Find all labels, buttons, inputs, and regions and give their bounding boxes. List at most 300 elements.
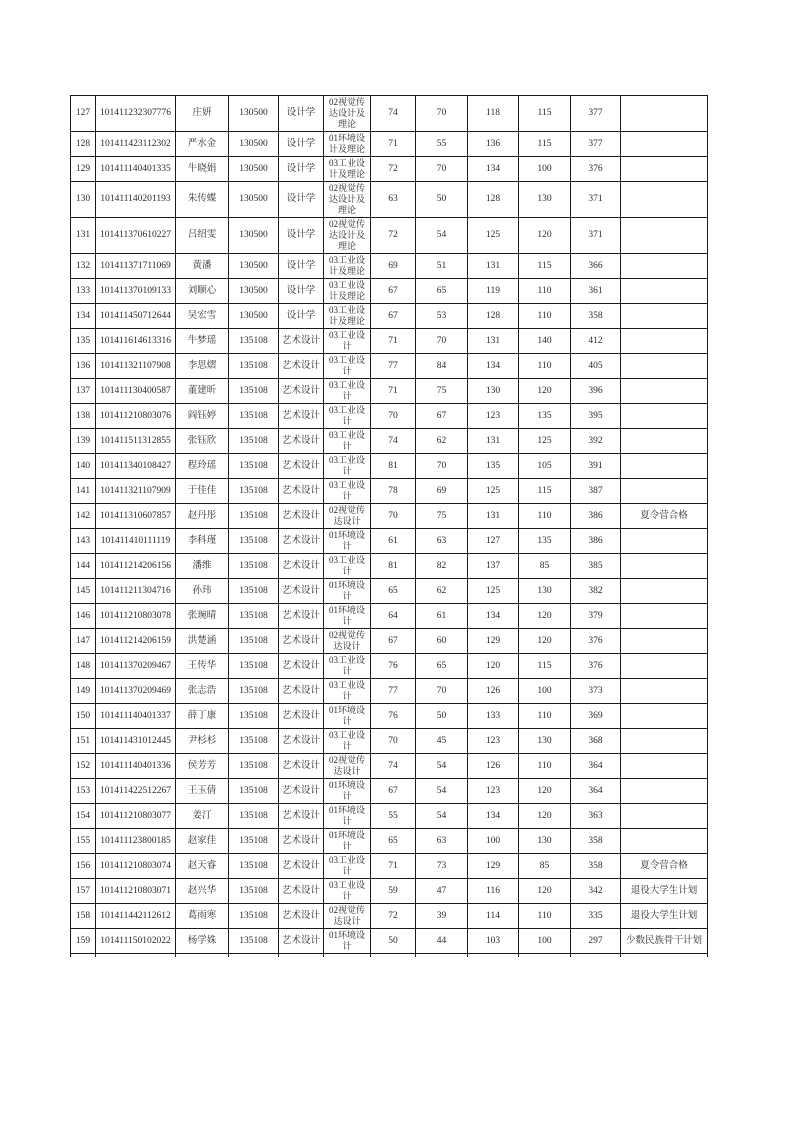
cell-candidate-id: 101411140401336 xyxy=(96,754,176,779)
cell-research-direction: 03工业设计 xyxy=(324,879,371,904)
cell-major-code: 135108 xyxy=(229,479,279,504)
cell-row-number: 130 xyxy=(71,182,96,218)
cell-major-code: 135108 xyxy=(229,579,279,604)
cell-score-2: 75 xyxy=(416,379,468,404)
cell-remark: 夏令营合格 xyxy=(621,504,708,529)
cell-major-name: 艺术设计 xyxy=(279,779,324,804)
cell-remark xyxy=(621,96,708,132)
stub-cell xyxy=(324,954,371,958)
cell-candidate-id: 101411370209469 xyxy=(96,679,176,704)
cell-score-1: 78 xyxy=(371,479,416,504)
table-row xyxy=(71,929,708,954)
cell-candidate-id: 101411123800185 xyxy=(96,829,176,854)
cell-major-name: 艺术设计 xyxy=(279,679,324,704)
cell-total-score: 376 xyxy=(571,157,621,182)
cell-score-3: 134 xyxy=(468,804,519,829)
cell-row-number: 133 xyxy=(71,279,96,304)
cell-score-2: 65 xyxy=(416,279,468,304)
table-row xyxy=(71,554,708,579)
cell-candidate-id: 101411140201193 xyxy=(96,182,176,218)
cell-name: 王传华 xyxy=(176,654,229,679)
cell-score-3: 126 xyxy=(468,754,519,779)
cell-remark xyxy=(621,304,708,329)
cell-major-name: 艺术设计 xyxy=(279,754,324,779)
cell-score-1: 71 xyxy=(371,329,416,354)
cell-research-direction: 03工业设计 xyxy=(324,404,371,429)
stub-cell xyxy=(571,954,621,958)
cell-score-1: 81 xyxy=(371,454,416,479)
cell-score-2: 62 xyxy=(416,579,468,604)
cell-candidate-id: 101411210803071 xyxy=(96,879,176,904)
cell-major-code: 135108 xyxy=(229,879,279,904)
cell-score-4: 100 xyxy=(519,929,571,954)
cell-remark xyxy=(621,329,708,354)
cell-major-name: 艺术设计 xyxy=(279,804,324,829)
cell-candidate-id: 101411211304716 xyxy=(96,579,176,604)
cell-name: 董建昕 xyxy=(176,379,229,404)
cell-major-code: 130500 xyxy=(229,96,279,132)
cell-remark xyxy=(621,604,708,629)
cell-score-4: 120 xyxy=(519,779,571,804)
cell-score-3: 123 xyxy=(468,729,519,754)
cell-score-2: 63 xyxy=(416,529,468,554)
cell-candidate-id: 101411321107908 xyxy=(96,354,176,379)
cell-row-number: 153 xyxy=(71,779,96,804)
cell-score-3: 118 xyxy=(468,96,519,132)
cell-score-4: 110 xyxy=(519,279,571,304)
table-row xyxy=(71,629,708,654)
cell-major-name: 艺术设计 xyxy=(279,379,324,404)
cell-candidate-id: 101411614613316 xyxy=(96,329,176,354)
cell-major-name: 设计学 xyxy=(279,96,324,132)
table-row xyxy=(71,96,708,132)
cell-candidate-id: 101411150102022 xyxy=(96,929,176,954)
table-row xyxy=(71,132,708,157)
cell-score-2: 70 xyxy=(416,96,468,132)
cell-score-4: 85 xyxy=(519,554,571,579)
cell-score-1: 71 xyxy=(371,379,416,404)
cell-score-3: 120 xyxy=(468,654,519,679)
cell-remark xyxy=(621,804,708,829)
cell-row-number: 141 xyxy=(71,479,96,504)
cell-total-score: 363 xyxy=(571,804,621,829)
cell-score-2: 70 xyxy=(416,157,468,182)
cell-score-2: 70 xyxy=(416,454,468,479)
cell-research-direction: 03工业设计 xyxy=(324,429,371,454)
cell-name: 薛丁康 xyxy=(176,704,229,729)
cell-score-1: 69 xyxy=(371,254,416,279)
cell-score-2: 54 xyxy=(416,779,468,804)
cell-score-1: 67 xyxy=(371,304,416,329)
cell-candidate-id: 101411214206159 xyxy=(96,629,176,654)
cell-research-direction: 02视觉传达设计及理论 xyxy=(324,218,371,254)
cell-research-direction: 03工业设计及理论 xyxy=(324,304,371,329)
cell-row-number: 143 xyxy=(71,529,96,554)
cell-total-score: 369 xyxy=(571,704,621,729)
cell-total-score: 358 xyxy=(571,829,621,854)
cell-score-2: 75 xyxy=(416,504,468,529)
cell-score-4: 130 xyxy=(519,729,571,754)
cell-score-4: 100 xyxy=(519,157,571,182)
cell-major-code: 135108 xyxy=(229,929,279,954)
cell-candidate-id: 101411410111119 xyxy=(96,529,176,554)
cell-name: 尹杉杉 xyxy=(176,729,229,754)
cell-score-3: 129 xyxy=(468,854,519,879)
table-row xyxy=(71,529,708,554)
cell-row-number: 145 xyxy=(71,579,96,604)
cell-major-code: 135108 xyxy=(229,404,279,429)
cell-major-code: 135108 xyxy=(229,504,279,529)
cell-row-number: 152 xyxy=(71,754,96,779)
cell-row-number: 149 xyxy=(71,679,96,704)
cell-score-3: 125 xyxy=(468,579,519,604)
cell-row-number: 142 xyxy=(71,504,96,529)
cell-total-score: 376 xyxy=(571,629,621,654)
table-row xyxy=(71,182,708,218)
cell-score-4: 135 xyxy=(519,529,571,554)
cell-score-3: 131 xyxy=(468,504,519,529)
cell-name: 李思熠 xyxy=(176,354,229,379)
cell-remark xyxy=(621,132,708,157)
cell-score-3: 123 xyxy=(468,404,519,429)
cell-candidate-id: 101411140401335 xyxy=(96,157,176,182)
cell-major-name: 设计学 xyxy=(279,304,324,329)
cell-score-2: 63 xyxy=(416,829,468,854)
cell-remark xyxy=(621,729,708,754)
cell-score-4: 110 xyxy=(519,754,571,779)
cell-score-2: 61 xyxy=(416,604,468,629)
cell-row-number: 158 xyxy=(71,904,96,929)
cell-row-number: 147 xyxy=(71,629,96,654)
cell-remark xyxy=(621,654,708,679)
cell-score-3: 133 xyxy=(468,704,519,729)
cell-remark xyxy=(621,404,708,429)
cell-research-direction: 03工业设计 xyxy=(324,679,371,704)
cell-score-2: 84 xyxy=(416,354,468,379)
cell-research-direction: 01环境设计 xyxy=(324,829,371,854)
cell-major-name: 设计学 xyxy=(279,182,324,218)
cell-major-code: 135108 xyxy=(229,604,279,629)
table-row xyxy=(71,354,708,379)
cell-score-1: 70 xyxy=(371,729,416,754)
cell-score-1: 50 xyxy=(371,929,416,954)
cell-major-code: 135108 xyxy=(229,529,279,554)
cell-research-direction: 03工业设计 xyxy=(324,729,371,754)
cell-candidate-id: 101411370109133 xyxy=(96,279,176,304)
cell-research-direction: 03工业设计 xyxy=(324,329,371,354)
cell-major-code: 135108 xyxy=(229,329,279,354)
cell-major-code: 135108 xyxy=(229,379,279,404)
cell-remark xyxy=(621,279,708,304)
cell-total-score: 335 xyxy=(571,904,621,929)
cell-score-2: 51 xyxy=(416,254,468,279)
cell-candidate-id: 101411321107909 xyxy=(96,479,176,504)
cell-major-name: 艺术设计 xyxy=(279,929,324,954)
cell-candidate-id: 101411370610227 xyxy=(96,218,176,254)
cell-name: 阎钰婷 xyxy=(176,404,229,429)
cell-research-direction: 01环境设计 xyxy=(324,779,371,804)
cell-name: 黄潘 xyxy=(176,254,229,279)
cell-score-1: 67 xyxy=(371,629,416,654)
table-row xyxy=(71,429,708,454)
cell-remark xyxy=(621,829,708,854)
cell-remark xyxy=(621,529,708,554)
cell-candidate-id: 101411422512267 xyxy=(96,779,176,804)
cell-total-score: 366 xyxy=(571,254,621,279)
cell-score-4: 115 xyxy=(519,479,571,504)
cell-score-4: 85 xyxy=(519,854,571,879)
cell-score-2: 70 xyxy=(416,679,468,704)
cell-score-4: 130 xyxy=(519,182,571,218)
cell-research-direction: 02视觉传达设计 xyxy=(324,754,371,779)
cell-score-1: 74 xyxy=(371,429,416,454)
cell-score-2: 62 xyxy=(416,429,468,454)
cell-research-direction: 02视觉传达设计 xyxy=(324,504,371,529)
table-row xyxy=(71,679,708,704)
cell-candidate-id: 101411511312855 xyxy=(96,429,176,454)
cell-score-1: 74 xyxy=(371,96,416,132)
cell-score-3: 100 xyxy=(468,829,519,854)
cell-score-2: 39 xyxy=(416,904,468,929)
cell-name: 吕绍雯 xyxy=(176,218,229,254)
cell-name: 严水金 xyxy=(176,132,229,157)
cell-candidate-id: 101411210803078 xyxy=(96,604,176,629)
cell-name: 张志浩 xyxy=(176,679,229,704)
cell-score-2: 67 xyxy=(416,404,468,429)
cell-major-code: 135108 xyxy=(229,804,279,829)
cell-research-direction: 03工业设计及理论 xyxy=(324,157,371,182)
cell-score-1: 65 xyxy=(371,579,416,604)
cell-name: 赵兴华 xyxy=(176,879,229,904)
cell-name: 王玉倩 xyxy=(176,779,229,804)
cell-score-3: 130 xyxy=(468,379,519,404)
cell-total-score: 358 xyxy=(571,854,621,879)
cell-major-name: 艺术设计 xyxy=(279,479,324,504)
cell-score-3: 119 xyxy=(468,279,519,304)
cell-score-4: 125 xyxy=(519,429,571,454)
cell-total-score: 373 xyxy=(571,679,621,704)
cell-name: 赵家佳 xyxy=(176,829,229,854)
cell-score-3: 127 xyxy=(468,529,519,554)
table-row xyxy=(71,379,708,404)
cell-score-1: 76 xyxy=(371,654,416,679)
cell-candidate-id: 101411340108427 xyxy=(96,454,176,479)
table-row xyxy=(71,804,708,829)
cell-score-3: 116 xyxy=(468,879,519,904)
cell-score-2: 53 xyxy=(416,304,468,329)
cell-total-score: 379 xyxy=(571,604,621,629)
table-row xyxy=(71,454,708,479)
cell-score-3: 125 xyxy=(468,479,519,504)
cell-row-number: 127 xyxy=(71,96,96,132)
cell-score-4: 115 xyxy=(519,654,571,679)
cell-score-1: 59 xyxy=(371,879,416,904)
cell-score-4: 110 xyxy=(519,704,571,729)
cell-score-1: 72 xyxy=(371,218,416,254)
cell-score-4: 130 xyxy=(519,829,571,854)
cell-remark xyxy=(621,429,708,454)
cell-score-4: 115 xyxy=(519,96,571,132)
cell-name: 庄妍 xyxy=(176,96,229,132)
cell-score-3: 137 xyxy=(468,554,519,579)
table-row xyxy=(71,729,708,754)
cell-score-1: 81 xyxy=(371,554,416,579)
cell-total-score: 392 xyxy=(571,429,621,454)
cell-score-3: 136 xyxy=(468,132,519,157)
cell-score-2: 54 xyxy=(416,754,468,779)
cell-name: 于佳佳 xyxy=(176,479,229,504)
cell-major-name: 艺术设计 xyxy=(279,629,324,654)
cell-remark xyxy=(621,704,708,729)
cell-research-direction: 03工业设计 xyxy=(324,354,371,379)
stub-cell xyxy=(229,954,279,958)
cell-score-4: 110 xyxy=(519,904,571,929)
cell-name: 牛晓娟 xyxy=(176,157,229,182)
cell-major-code: 135108 xyxy=(229,754,279,779)
cell-row-number: 140 xyxy=(71,454,96,479)
cell-remark xyxy=(621,629,708,654)
cell-major-code: 130500 xyxy=(229,132,279,157)
cell-major-code: 135108 xyxy=(229,679,279,704)
cell-candidate-id: 101411210803077 xyxy=(96,804,176,829)
cell-total-score: 385 xyxy=(571,554,621,579)
cell-row-number: 129 xyxy=(71,157,96,182)
cell-remark: 退役大学生计划 xyxy=(621,879,708,904)
cell-score-3: 103 xyxy=(468,929,519,954)
cell-major-name: 艺术设计 xyxy=(279,704,324,729)
cell-row-number: 134 xyxy=(71,304,96,329)
cell-name: 赵天睿 xyxy=(176,854,229,879)
cell-total-score: 377 xyxy=(571,132,621,157)
cell-total-score: 364 xyxy=(571,754,621,779)
stub-cell xyxy=(279,954,324,958)
cell-major-name: 艺术设计 xyxy=(279,879,324,904)
cell-row-number: 137 xyxy=(71,379,96,404)
cell-remark xyxy=(621,679,708,704)
cell-row-number: 148 xyxy=(71,654,96,679)
stub-cell xyxy=(71,954,96,958)
cell-score-2: 60 xyxy=(416,629,468,654)
cell-score-4: 115 xyxy=(519,254,571,279)
cell-score-4: 110 xyxy=(519,304,571,329)
cell-research-direction: 03工业设计 xyxy=(324,379,371,404)
cell-candidate-id: 101411210803076 xyxy=(96,404,176,429)
cell-name: 姜汀 xyxy=(176,804,229,829)
cell-remark: 退役大学生计划 xyxy=(621,904,708,929)
cell-research-direction: 01环境设计及理论 xyxy=(324,132,371,157)
cell-row-number: 136 xyxy=(71,354,96,379)
cell-candidate-id: 101411423112302 xyxy=(96,132,176,157)
cell-remark xyxy=(621,754,708,779)
cell-candidate-id: 101411370209467 xyxy=(96,654,176,679)
cell-name: 李科瑾 xyxy=(176,529,229,554)
cell-major-code: 135108 xyxy=(229,854,279,879)
cell-total-score: 364 xyxy=(571,779,621,804)
table-row xyxy=(71,279,708,304)
cell-score-2: 69 xyxy=(416,479,468,504)
cell-score-3: 131 xyxy=(468,254,519,279)
cell-remark xyxy=(621,354,708,379)
cell-research-direction: 01环境设计 xyxy=(324,704,371,729)
cell-score-1: 64 xyxy=(371,604,416,629)
table-row xyxy=(71,579,708,604)
cell-total-score: 297 xyxy=(571,929,621,954)
stub-cell xyxy=(519,954,571,958)
cell-major-name: 艺术设计 xyxy=(279,829,324,854)
table-row xyxy=(71,654,708,679)
cell-major-code: 135108 xyxy=(229,454,279,479)
table-row xyxy=(71,329,708,354)
cell-name: 刘顺心 xyxy=(176,279,229,304)
cell-score-3: 123 xyxy=(468,779,519,804)
cell-research-direction: 03工业设计 xyxy=(324,654,371,679)
cell-candidate-id: 101411214206156 xyxy=(96,554,176,579)
cell-major-name: 艺术设计 xyxy=(279,904,324,929)
cell-total-score: 382 xyxy=(571,579,621,604)
cell-score-1: 76 xyxy=(371,704,416,729)
cell-major-name: 设计学 xyxy=(279,157,324,182)
cell-major-name: 设计学 xyxy=(279,279,324,304)
cell-total-score: 387 xyxy=(571,479,621,504)
cell-remark: 少数民族骨干计划 xyxy=(621,929,708,954)
cell-row-number: 157 xyxy=(71,879,96,904)
cell-major-name: 设计学 xyxy=(279,254,324,279)
cell-research-direction: 01环境设计 xyxy=(324,529,371,554)
cell-score-1: 67 xyxy=(371,779,416,804)
cell-major-name: 艺术设计 xyxy=(279,529,324,554)
cell-remark xyxy=(621,254,708,279)
table-row xyxy=(71,604,708,629)
cell-score-4: 120 xyxy=(519,218,571,254)
cell-candidate-id: 101411442112612 xyxy=(96,904,176,929)
cell-major-code: 130500 xyxy=(229,182,279,218)
cell-major-name: 艺术设计 xyxy=(279,454,324,479)
cell-remark xyxy=(621,779,708,804)
cell-research-direction: 03工业设计 xyxy=(324,554,371,579)
cell-row-number: 132 xyxy=(71,254,96,279)
table-continuation-stub xyxy=(71,954,708,958)
cell-major-name: 艺术设计 xyxy=(279,854,324,879)
cell-major-name: 艺术设计 xyxy=(279,554,324,579)
stub-cell xyxy=(371,954,416,958)
cell-remark xyxy=(621,554,708,579)
table-row xyxy=(71,157,708,182)
cell-score-1: 70 xyxy=(371,404,416,429)
cell-row-number: 154 xyxy=(71,804,96,829)
stub-cell xyxy=(416,954,468,958)
cell-score-4: 120 xyxy=(519,879,571,904)
cell-total-score: 371 xyxy=(571,218,621,254)
cell-score-4: 100 xyxy=(519,679,571,704)
cell-total-score: 376 xyxy=(571,654,621,679)
cell-research-direction: 01环境设计 xyxy=(324,604,371,629)
cell-major-code: 135108 xyxy=(229,554,279,579)
cell-row-number: 135 xyxy=(71,329,96,354)
cell-score-4: 120 xyxy=(519,379,571,404)
cell-remark xyxy=(621,479,708,504)
cell-name: 潘维 xyxy=(176,554,229,579)
table-row xyxy=(71,829,708,854)
cell-total-score: 386 xyxy=(571,529,621,554)
cell-major-code: 135108 xyxy=(229,829,279,854)
cell-row-number: 151 xyxy=(71,729,96,754)
table-row xyxy=(71,879,708,904)
cell-score-2: 44 xyxy=(416,929,468,954)
cell-major-code: 135108 xyxy=(229,429,279,454)
cell-major-name: 艺术设计 xyxy=(279,579,324,604)
stub-cell xyxy=(176,954,229,958)
cell-score-2: 65 xyxy=(416,654,468,679)
